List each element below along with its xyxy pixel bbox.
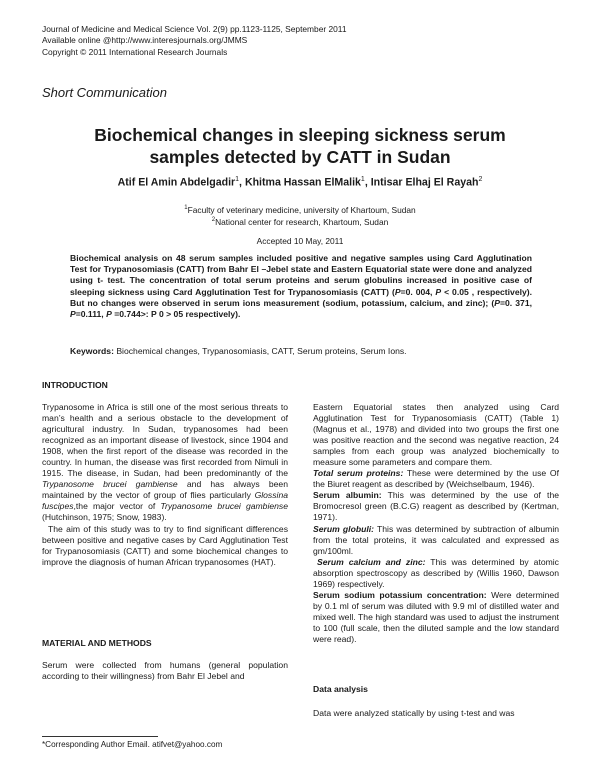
introduction-heading: INTRODUCTION	[42, 380, 108, 390]
total-serum-proteins-label: Total serum proteins:	[313, 468, 404, 479]
abstract-text: < 0.05 , respectively). But no changes were observed in serum ions measurement (sodium, potassium, calcium, and zinc); (	[70, 286, 533, 308]
species-name: Trypanosome brucei gambiense	[160, 501, 288, 512]
author-2-sup: 1	[360, 176, 365, 183]
abstract	[70, 253, 532, 320]
intro-text: Trypanosome in Africa is still one of the most serious threats to man’s health and a serious obstacle to the development of agricultural industry. In Sudan, trypanosomes had been recognized as an important disease of livestock, since 1904 and 1908, when the first report of the disease was recorded in the country. In human, the disease was first recorded from Nimuli in 1915. The disease, in Sudan, had been predominantly of the	[42, 402, 288, 479]
intro-text: and has always been maintained by the vector of group of flies particularly	[42, 479, 288, 501]
title-line-2: samples detected by CATT in Sudan	[149, 147, 451, 167]
abstract-p-value: P	[494, 297, 500, 308]
abstract-text: Biochemical analysis on 48 serum samples included positive and negative samples using Card Agglutination Test for Trypanosomiasis (CATT) from Bahr El –Jebel state and Eastern Equatorial state were done and analyzed using t- test. The concentration of total serum proteins and serum globulins increased in positive case of sleeping sickness using Card Agglutination Test for Trypanosomiasis (CATT) (	[70, 253, 532, 297]
accepted-date: Accepted 10 May, 2011	[256, 236, 344, 246]
species-name: Glossina fuscipes	[42, 490, 288, 512]
article-type: Short Communication	[42, 85, 167, 100]
journal-url: Available online @http://www.interesjournals.org/JMMS	[42, 35, 248, 46]
methods-body	[42, 660, 288, 682]
abstract-text: =0. 004,	[400, 286, 436, 297]
author-separator: ,	[239, 176, 245, 189]
affiliation-2	[40, 215, 560, 227]
author-3-sup: 2	[478, 176, 483, 183]
author-1-sup: 1	[235, 176, 240, 183]
intro-paragraph-1	[42, 402, 288, 524]
abstract-p-value: P	[70, 309, 76, 320]
serum-globulin-text: This was determined by subtraction of albumin from the total proteins, it was calculated and expressed as gm/100ml.	[313, 523, 560, 556]
author-3: Intisar Elhaj El Rayah	[370, 176, 479, 189]
intro-text: ,the major vector of	[73, 501, 161, 512]
paper-title	[40, 124, 560, 168]
affiliations	[40, 203, 560, 228]
journal-citation: Journal of Medicine and Medical Science Vol. 2(9) pp.1123-1125, September 2011	[42, 24, 347, 34]
serum-sodium-potassium-paragraph	[313, 590, 559, 645]
methods-paragraph-1: Serum were collected from humans (general population according to their willingness) from Bahr El Jebel and	[42, 660, 288, 682]
abstract-text: =0.744>: P 0 > 05 respectively).	[111, 309, 241, 320]
keywords	[70, 346, 532, 357]
total-serum-proteins-paragraph	[313, 468, 559, 490]
methods-heading: MATERIAL AND METHODS	[42, 638, 152, 648]
data-analysis-heading: Data analysis	[313, 684, 368, 694]
intro-text: (Hutchinson, 1975; Snow, 1983).	[42, 512, 167, 523]
data-analysis-text: Data were analyzed statically by using t-test and was	[313, 708, 515, 718]
footnote-rule	[42, 736, 158, 737]
abstract-p-value: P	[435, 286, 442, 297]
affiliation-1-sup: 1	[184, 205, 188, 211]
abstract-p-value: P	[106, 309, 112, 320]
author-1: Atif El Amin Abdelgadir	[117, 176, 236, 189]
abstract-text: =0. 371,	[499, 297, 532, 308]
serum-albumin-label: Serum albumin:	[313, 490, 382, 501]
keywords-text: Biochemical changes, Trypanosomiasis, CATT, Serum proteins, Serum Ions.	[113, 346, 407, 356]
keywords-label: Keywords:	[70, 346, 114, 356]
journal-copyright: Copyright © 2011 International Research Journals	[42, 46, 228, 57]
affiliation-2-text: National center for research, Khartoum, Sudan	[215, 217, 389, 228]
serum-sodium-potassium-label: Serum sodium potassium concentration:	[313, 589, 487, 600]
author-2: Khitma Hassan ElMalik	[244, 176, 361, 189]
corresponding-author-footnote: *Corresponding Author Email. atifvet@yahoo.com	[42, 740, 223, 749]
affiliation-1-text: Faculty of veterinary medicine, university of Khartoum, Sudan	[187, 204, 416, 215]
author-list	[40, 176, 560, 189]
serum-albumin-paragraph	[313, 490, 559, 523]
methods-paragraph-2: Eastern Equatorial states then analyzed using Card Agglutination Test for Trypanosomiasis (CATT) (Table 1) (Magnus et al., 1978) and divided into two groups the first one was positive reaction and the second was negative reaction, 24 samples from each group was analyzed biochemically to measure some parameters and compare them.	[313, 402, 559, 468]
methods-body-continued	[313, 402, 559, 645]
intro-paragraph-2: The aim of this study was to try to find significant differences between positive and negative cases by Card Agglutination Test for Trypanosomiasis (CATT) and some biochemical changes to improve the diagnosis of human African trypanosomes (HAT).	[42, 523, 288, 567]
introduction-body	[42, 402, 288, 568]
serum-calcium-zinc-paragraph	[313, 557, 559, 590]
species-name: Trypanosome brucei gambiense	[42, 479, 178, 490]
abstract-p-value: P	[394, 286, 401, 297]
abstract-text: =0.111,	[75, 309, 107, 320]
journal-header	[42, 24, 346, 58]
affiliation-2-sup: 2	[211, 217, 216, 224]
author-separator: ,	[364, 176, 371, 189]
title-line-1: Biochemical changes in sleeping sickness serum	[94, 125, 506, 145]
total-serum-proteins-text: These were determined by the use Of the Biuret reagent as described by (Weichselbaum, 1946).	[313, 468, 560, 490]
serum-globulin-paragraph	[313, 524, 559, 557]
serum-albumin-text: This was determined by the use of the Bromocresol green (B.C.G) reagent as described by (Kertman, 1971).	[313, 490, 559, 523]
serum-calcium-zinc-text: This was determined by atomic absorption spectroscopy as described by (Willis 1960, Dawson 1969) respectively.	[313, 556, 559, 589]
serum-globulin-label: Serum globuli:	[313, 523, 374, 534]
affiliation-1	[40, 203, 560, 215]
serum-sodium-potassium-text: Were determined by 0.1 ml of serum was diluted with 9.9 ml of distilled water and mixed well. The high standard was used to adjust the instrument to 100 (full scale, then the diluted sample and the low standard were read).	[313, 589, 559, 644]
serum-calcium-zinc-label: Serum calcium and zinc:	[317, 556, 426, 567]
